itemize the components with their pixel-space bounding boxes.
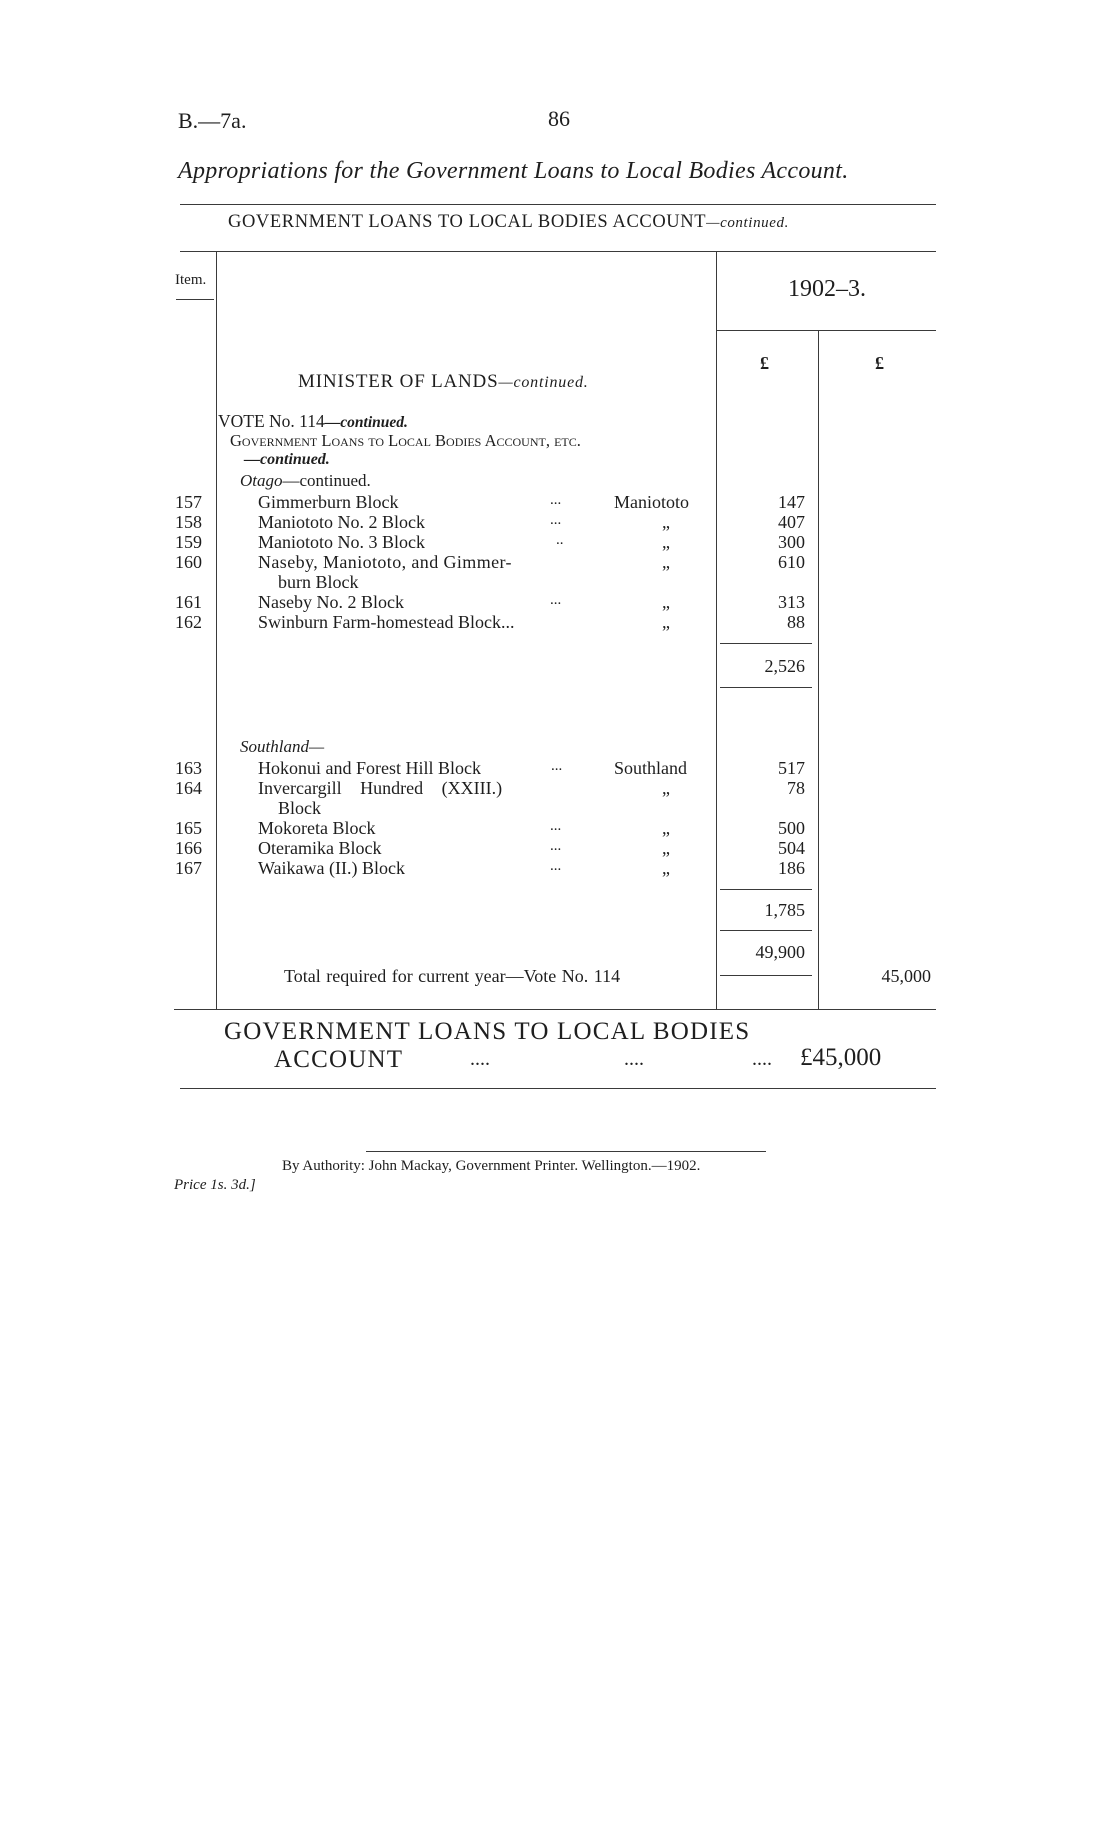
amount: 147 xyxy=(778,492,805,512)
southland-subtotal-rule xyxy=(720,889,812,890)
block-name: Mokoreta Block xyxy=(258,818,376,838)
item-number: 162 xyxy=(175,612,202,632)
item-number: 163 xyxy=(175,758,202,778)
block-name-continued: Block xyxy=(278,798,321,818)
block-name: Invercargill Hundred (XXIII.) xyxy=(258,778,503,798)
ditto-mark: „ xyxy=(662,858,670,878)
amount: 88 xyxy=(787,612,805,632)
leader-dots: ... xyxy=(550,492,562,508)
summary-title-continued: ACCOUNT xyxy=(274,1046,404,1073)
block-name: Maniototo No. 3 Block xyxy=(258,532,425,552)
minister-heading-text: MINISTER OF LANDS xyxy=(298,371,499,392)
ditto-mark: „ xyxy=(662,552,670,572)
account-heading-suffix: —continued. xyxy=(706,215,789,231)
summary-amount: £45,000 xyxy=(800,1044,882,1071)
header-rule-top xyxy=(180,204,936,205)
amount: 313 xyxy=(778,592,805,612)
year-header-rule xyxy=(716,330,936,331)
item-column-rule xyxy=(216,251,217,1009)
block-name: Hokonui and Forest Hill Block xyxy=(258,758,481,778)
amount-column-rule-left xyxy=(716,251,717,1009)
ditto-mark: „ xyxy=(662,532,670,552)
otago-subtotal-rule xyxy=(720,643,812,644)
item-number: 166 xyxy=(175,838,202,858)
price-note: Price 1s. 3d.] xyxy=(174,1177,256,1193)
block-name: Gimmerburn Block xyxy=(258,492,399,512)
ditto-mark: „ xyxy=(662,592,670,612)
ditto-mark: „ xyxy=(662,778,670,798)
amount-column-rule-mid xyxy=(818,330,819,1009)
amount: 407 xyxy=(778,512,805,532)
leader-dots: ... xyxy=(550,592,562,608)
printer-authority: By Authority: John Mackay, Government Printer. Wellington.—1902. xyxy=(282,1158,701,1174)
item-number: 165 xyxy=(175,818,202,838)
account-heading-text: GOVERNMENT LOANS TO LOCAL BODIES ACCOUNT xyxy=(228,212,707,232)
amount: 300 xyxy=(778,532,805,552)
leader-dots: ... xyxy=(550,512,562,528)
grand-total: 49,900 xyxy=(755,942,805,962)
amount: 78 xyxy=(787,778,805,798)
region-heading-otago xyxy=(240,471,371,491)
ditto-mark: „ xyxy=(662,818,670,838)
amount: 517 xyxy=(778,758,805,778)
grand-total-rule xyxy=(720,975,812,976)
region-otago-label: Otago xyxy=(240,471,283,490)
otago-subtotal: 2,526 xyxy=(764,656,805,676)
item-number: 160 xyxy=(175,552,202,572)
total-required-label: Total required for current year—Vote No. 114 xyxy=(284,966,621,986)
southland-subtotal-underline xyxy=(720,930,812,931)
region-heading-southland: Southland— xyxy=(240,737,325,756)
item-number: 158 xyxy=(175,512,202,532)
ditto-mark: „ xyxy=(662,512,670,532)
footer-rule xyxy=(366,1151,766,1152)
leader-dots: .. xyxy=(556,532,564,548)
item-number: 164 xyxy=(175,778,202,798)
amount: 500 xyxy=(778,818,805,838)
account-heading xyxy=(228,212,789,233)
table-bottom-rule xyxy=(174,1009,936,1010)
item-number: 161 xyxy=(175,592,202,612)
report-reference: B.—7a. xyxy=(178,108,247,133)
header-rule-bottom xyxy=(180,251,936,252)
minister-heading-suffix: —continued. xyxy=(498,374,589,391)
vote-subheading: Government Loans to Local Bodies Account, etc. xyxy=(230,431,581,450)
block-name-continued: burn Block xyxy=(278,572,359,592)
summary-leader-dots: .... xyxy=(470,1048,490,1070)
region-otago-suffix: —continued. xyxy=(282,471,371,490)
vote-heading-text: VOTE No. 114 xyxy=(218,411,325,431)
amount: 504 xyxy=(778,838,805,858)
block-name: Swinburn Farm-homestead Block... xyxy=(258,612,515,632)
ditto-mark: „ xyxy=(662,612,670,632)
leader-dots: ... xyxy=(550,858,562,874)
item-number: 159 xyxy=(175,532,202,552)
block-name: Oteramika Block xyxy=(258,838,382,858)
amount: 610 xyxy=(778,552,805,572)
district-name: Southland xyxy=(614,758,688,778)
currency-header-2: £ xyxy=(875,353,884,373)
minister-heading xyxy=(298,371,589,393)
block-name: Maniototo No. 2 Block xyxy=(258,512,425,532)
page-title: Appropriations for the Government Loans to Local Bodies Account. xyxy=(178,158,849,184)
vote-subheading-continued: —continued. xyxy=(244,451,330,468)
total-required-amount: 45,000 xyxy=(881,966,931,986)
block-name: Waikawa (II.) Block xyxy=(258,858,405,878)
item-header-underline xyxy=(176,299,214,300)
summary-title: GOVERNMENT LOANS TO LOCAL BODIES xyxy=(224,1018,751,1045)
vote-heading xyxy=(218,411,408,432)
amount: 186 xyxy=(778,858,805,878)
currency-header-1: £ xyxy=(760,353,769,373)
ditto-mark: „ xyxy=(662,838,670,858)
southland-subtotal: 1,785 xyxy=(764,900,805,920)
page-number: 86 xyxy=(548,106,570,131)
summary-leader-dots: .... xyxy=(624,1048,644,1070)
item-column-header: Item. xyxy=(175,272,207,288)
leader-dots: ... xyxy=(551,758,563,774)
leader-dots: ... xyxy=(550,818,562,834)
item-number: 157 xyxy=(175,492,202,512)
block-name: Naseby, Maniototo, and Gimmer- xyxy=(258,552,512,572)
item-number: 167 xyxy=(175,858,202,878)
summary-leader-dots: .... xyxy=(752,1048,772,1070)
otago-subtotal-underline xyxy=(720,687,812,688)
year-header: 1902–3. xyxy=(788,276,866,302)
summary-bottom-rule xyxy=(180,1088,936,1089)
district-name: Maniototo xyxy=(614,492,689,512)
leader-dots: ... xyxy=(550,838,562,854)
block-name: Naseby No. 2 Block xyxy=(258,592,404,612)
vote-heading-suffix: —continued. xyxy=(324,414,408,431)
